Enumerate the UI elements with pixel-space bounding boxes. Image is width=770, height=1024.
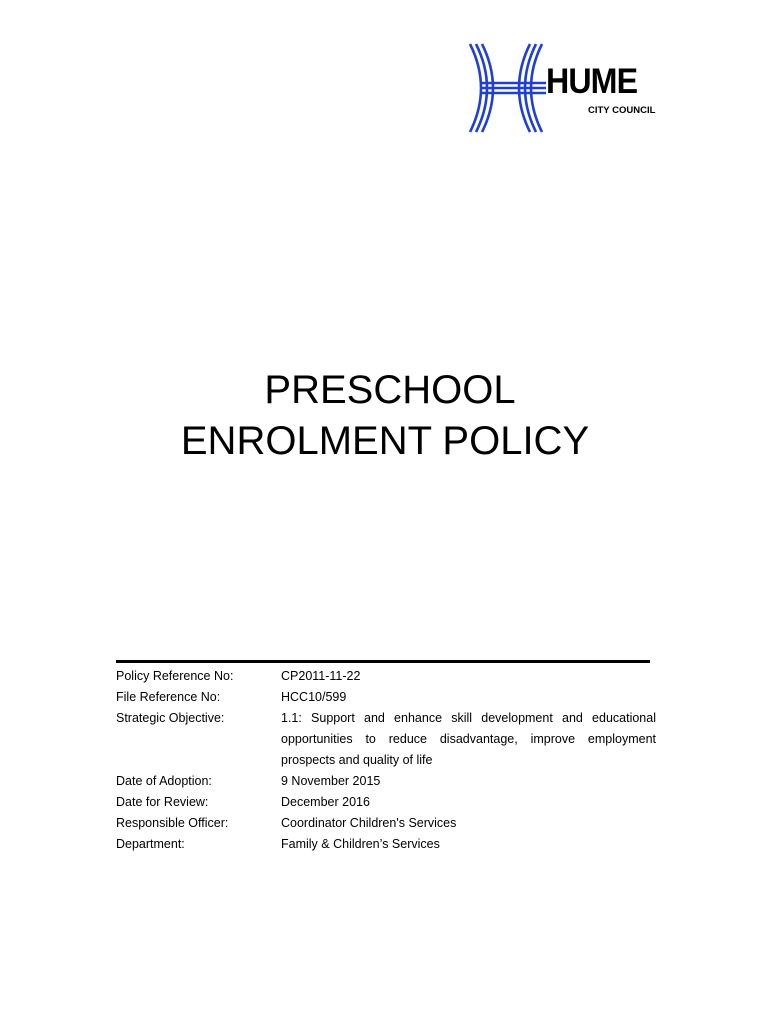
department-value: Family & Children’s Services [281,837,440,851]
title-line-1: PRESCHOOL [264,368,516,412]
date-for-review-value: December 2016 [281,795,370,809]
divider-rule [116,660,650,663]
policy-reference-row [116,666,656,687]
responsible-officer-value: Coordinator Children's Services [281,816,457,830]
strategic-objective-row [116,708,656,771]
policy-reference-label: Policy Reference No: [116,669,234,683]
date-of-adoption-label: Date of Adoption: [116,774,212,788]
hume-emblem-icon [466,40,546,136]
date-for-review-label: Date for Review: [116,795,209,809]
date-of-adoption-value: 9 November 2015 [281,774,381,788]
hume-city-council-logo [466,40,666,136]
logo-subtitle: CITY COUNCIL [588,105,656,116]
department-row [116,834,656,855]
document-title [0,365,770,467]
logo-wordmark: HUME [546,62,638,101]
date-of-adoption-row [116,771,656,792]
file-reference-row [116,687,656,708]
department-label: Department: [116,837,185,851]
responsible-officer-label: Responsible Officer: [116,816,229,830]
file-reference-value: HCC10/599 [281,690,347,704]
strategic-objective-label: Strategic Objective: [116,711,225,725]
responsible-officer-row [116,813,656,834]
strategic-objective-value: 1.1: Support and enhance skill development and educational opportunities to reduce disadvantage, improve employment prospects and quality of life [281,711,656,767]
policy-details-table [116,666,656,855]
date-for-review-row [116,792,656,813]
policy-reference-value: CP2011-11-22 [281,669,361,683]
title-line-2: ENROLMENT POLICY [180,419,590,463]
file-reference-label: File Reference No: [116,690,221,704]
